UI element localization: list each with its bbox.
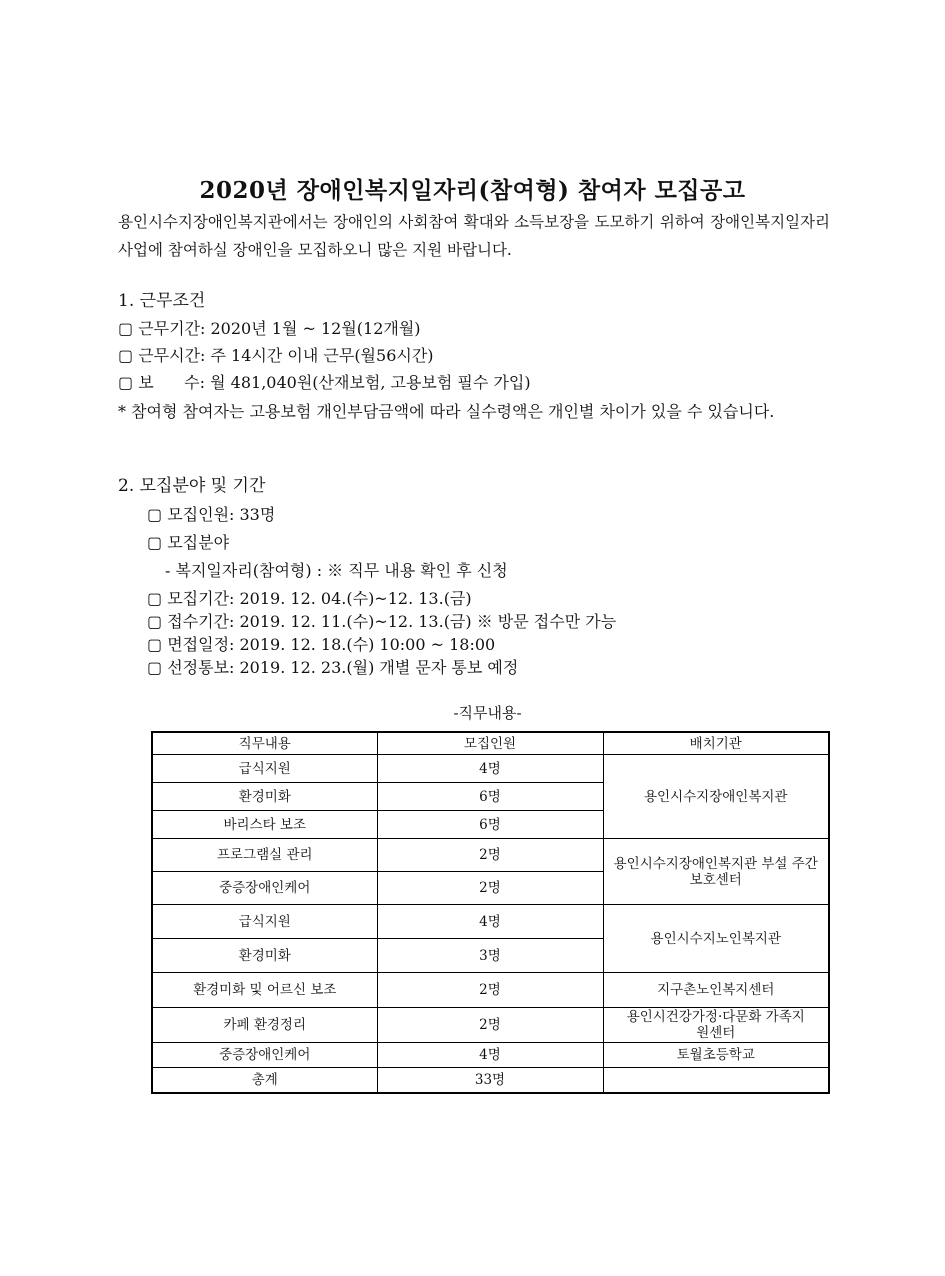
salary-note: * 참여형 참여자는 고용보험 개인부담금액에 따라 실수령액은 개인별 차이가 있을 수 있습니다. [118, 402, 775, 421]
receipt-period: ▢ 접수기간: 2019. 12. 11.(수)~12. 13.(금) ※ 방문 접수만 가능 [147, 612, 617, 631]
institution-cell: 지구촌노인복지센터 [603, 973, 829, 1008]
page-title: 2020년 장애인복지일자리(참여형) 참여자 모집공고 [199, 177, 746, 204]
intro-paragraph: 용인시수지장애인복지관에서는 장애인의 사회참여 확대와 소득보장을 도모하기 위하여 장애인복지일자리 사업에 참여하실 장애인을 모집하오니 많은 지원 바랍니다. [118, 213, 830, 259]
interview-schedule: ▢ 면접일정: 2019. 12. 18.(수) 10:00 ~ 18:00 [147, 635, 496, 654]
job-cell: 중증장애인케어 [152, 1043, 377, 1068]
job-cell: 급식지원 [152, 905, 377, 939]
job-cell: 환경미화 [152, 783, 377, 811]
institution-cell: 용인시수지장애인복지관 부설 주간보호센터 [603, 839, 829, 905]
field-detail: - 복지일자리(참여형) : ※ 직무 내용 확인 후 신청 [165, 561, 508, 580]
table-row [152, 973, 829, 1008]
table-total-row [152, 1068, 829, 1093]
institution-cell: 용인시건강가정·다문화 가족지원센터 [603, 1008, 829, 1043]
count-cell: 2명 [377, 1008, 603, 1043]
total-empty-cell [603, 1068, 829, 1093]
job-cell: 바리스타 보조 [152, 811, 377, 839]
institution-cell: 토월초등학교 [603, 1043, 829, 1068]
count-cell: 6명 [377, 811, 603, 839]
job-cell: 환경미화 [152, 939, 377, 973]
recruit-period: ▢ 모집기간: 2019. 12. 04.(수)~12. 13.(금) [147, 589, 472, 608]
header-institution: 배치기관 [603, 732, 829, 755]
recruit-count: ▢ 모집인원: 33명 [147, 505, 276, 524]
count-cell: 4명 [377, 755, 603, 783]
count-cell: 4명 [377, 1043, 603, 1068]
table-row [152, 905, 829, 939]
section1-heading: 1. 근무조건 [118, 291, 206, 311]
table-row [152, 839, 829, 872]
selection-notice: ▢ 선정통보: 2019. 12. 23.(월) 개별 문자 통보 예정 [147, 658, 519, 677]
institution-cell: 용인시수지장애인복지관 [603, 755, 829, 839]
job-table [151, 731, 830, 1094]
institution-cell: 용인시수지노인복지관 [603, 905, 829, 973]
count-cell: 6명 [377, 783, 603, 811]
header-job: 직무내용 [152, 732, 377, 755]
table-header-row [152, 732, 829, 755]
salary: ▢ 보 수: 월 481,040원(산재보험, 고용보험 필수 가입) [118, 373, 531, 392]
job-cell: 프로그램실 관리 [152, 839, 377, 872]
count-cell: 2명 [377, 973, 603, 1008]
table-row [152, 755, 829, 783]
field-label: ▢ 모집분야 [147, 533, 230, 552]
job-cell: 환경미화 및 어르신 보조 [152, 973, 377, 1008]
job-cell: 급식지원 [152, 755, 377, 783]
section2-heading: 2. 모집분야 및 기간 [118, 476, 266, 496]
count-cell: 4명 [377, 905, 603, 939]
header-count: 모집인원 [377, 732, 603, 755]
count-cell: 2명 [377, 872, 603, 905]
job-cell: 중증장애인케어 [152, 872, 377, 905]
work-period: ▢ 근무기간: 2020년 1월 ~ 12월(12개월) [118, 319, 421, 338]
table-row [152, 1043, 829, 1068]
count-cell: 2명 [377, 839, 603, 872]
job-cell: 카페 환경정리 [152, 1008, 377, 1043]
count-cell: 3명 [377, 939, 603, 973]
total-label: 총계 [152, 1068, 377, 1093]
total-count: 33명 [377, 1068, 603, 1093]
work-hours: ▢ 근무시간: 주 14시간 이내 근무(월56시간) [118, 346, 434, 365]
table-row [152, 1008, 829, 1043]
table-caption: -직무내용- [453, 704, 522, 722]
